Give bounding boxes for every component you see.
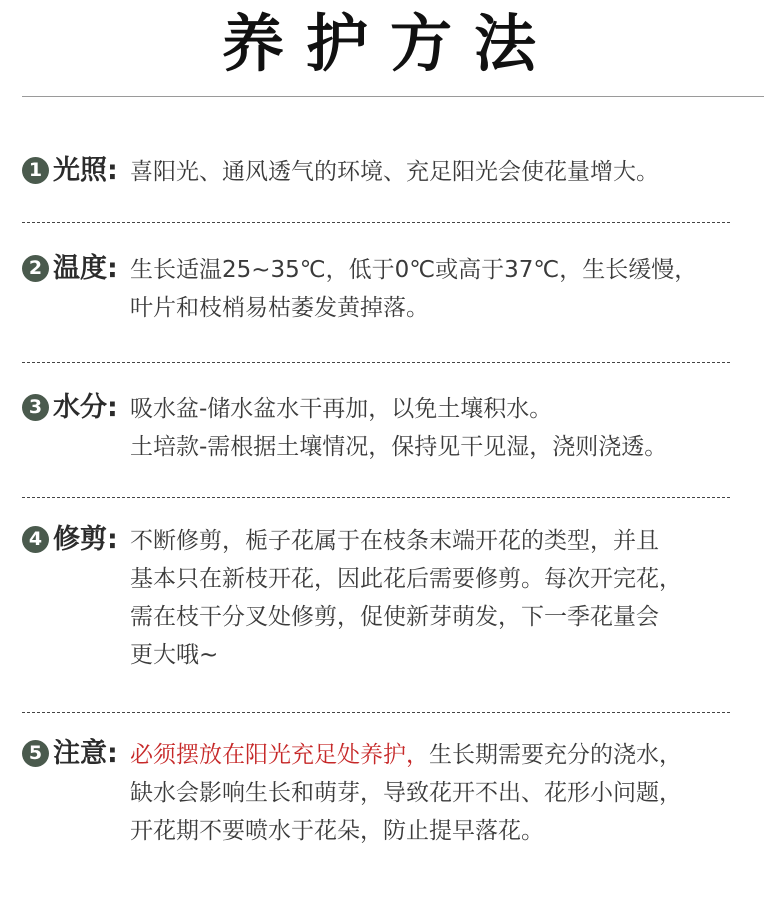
- body-line: [130, 736, 750, 774]
- body-line: 开花期不要喷水于花朵，防止提早落花。: [130, 818, 544, 844]
- section-label: 温度:: [53, 253, 118, 284]
- body-line: 更大哦~: [130, 642, 219, 668]
- section-label: 注意:: [53, 738, 118, 769]
- section-body: [130, 251, 750, 327]
- dashed-divider: [22, 362, 730, 363]
- body-line: 基本只在新枝开花，因此花后需要修剪。每次开完花，: [130, 566, 682, 592]
- body-line: 土培款-需根据土壤情况，保持见干见湿，浇则浇透。: [130, 434, 668, 460]
- body-line: 需在枝干分叉处修剪，促使新芽萌发，下一季花量会: [130, 604, 659, 630]
- section-body: [130, 153, 750, 191]
- dashed-divider: [22, 712, 730, 713]
- number-badge: 3: [22, 394, 49, 421]
- section-label: 水分:: [53, 392, 118, 423]
- body-line: 叶片和枝梢易枯萎发黄掉落。: [130, 295, 429, 321]
- number-badge: 2: [22, 255, 49, 282]
- section-body: [130, 522, 750, 674]
- body-line: 吸水盆-储水盆水干再加，以免土壤积水。: [130, 396, 553, 422]
- body-line: 缺水会影响生长和萌芽，导致花开不出、花形小问题，: [130, 780, 682, 806]
- dashed-divider: [22, 222, 730, 223]
- section-body: [130, 736, 750, 850]
- body-line: 喜阳光、通风透气的环境、充足阳光会使花量增大。: [130, 159, 659, 185]
- title-divider: [22, 96, 764, 97]
- number-badge: 1: [22, 157, 49, 184]
- page-title: 养护方法: [221, 7, 558, 80]
- section-label: 修剪:: [53, 524, 118, 555]
- dashed-divider: [22, 497, 730, 498]
- section-label: 光照:: [53, 155, 118, 186]
- body-text-rest: 生长期需要充分的浇水，: [429, 742, 682, 768]
- body-line: 不断修剪，栀子花属于在枝条末端开花的类型，并且: [130, 528, 659, 554]
- number-badge: 5: [22, 740, 49, 767]
- highlight-text: 必须摆放在阳光充足处养护，: [130, 742, 429, 768]
- section-body: [130, 390, 750, 466]
- body-line: 生长适温25~35℃，低于0℃或高于37℃，生长缓慢，: [130, 257, 698, 283]
- number-badge: 4: [22, 526, 49, 553]
